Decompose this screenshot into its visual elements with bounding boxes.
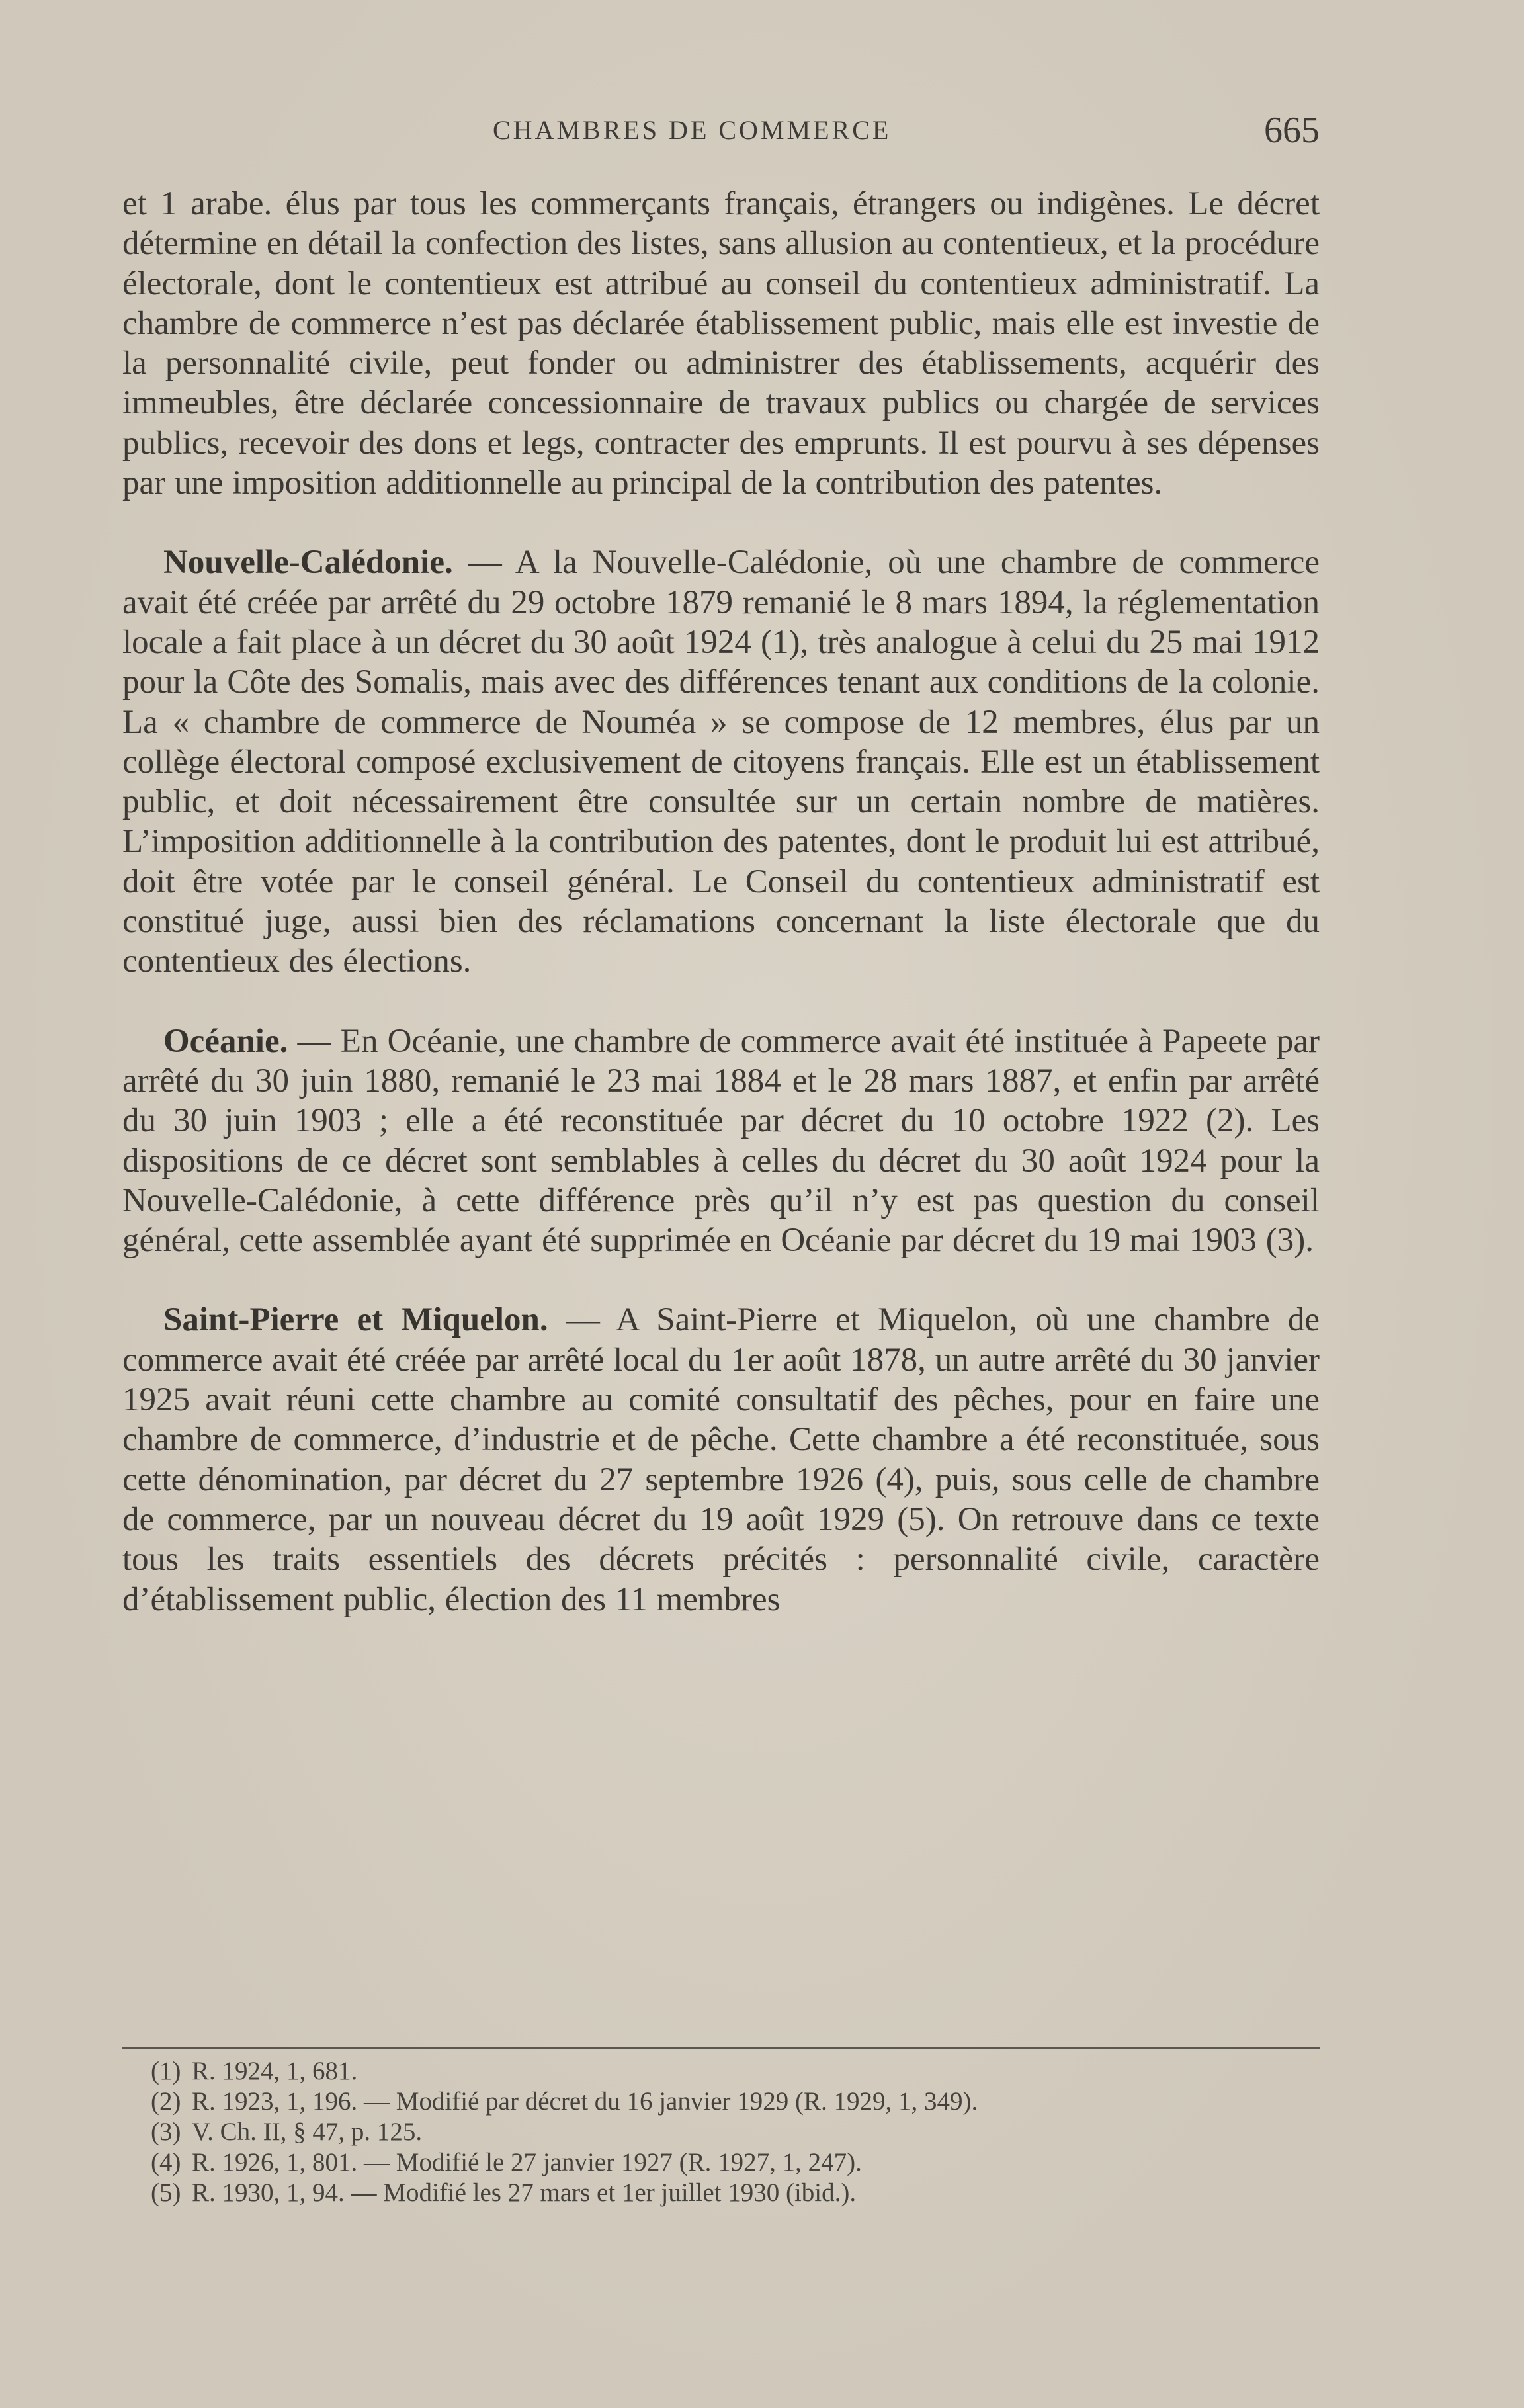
- section-title-oceanie: Océanie.: [163, 1022, 288, 1060]
- footnote: [151, 2178, 1328, 2208]
- paragraph-text: — En Océanie, une chambre de commerce avait été instituée à Papeete par arrêté du 30 juin 1880, remanié le 23 mai 1884 et le 28 mars 1887, et enfin par arrêté du 30 juin 1903 ; elle a été reconstituée par décret du 10 octobre 1922 (2). Les dispositions de ce décret sont semblables à celles du décret du 30 août 1924 pour la Nouvelle-Calédonie, à cette différence près qu’il n’y est pas question du conseil général, cette assemblée ayant été supprimée en Océanie par décret du 19 mai 1903 (3).: [122, 1022, 1320, 1260]
- footnote-text: V. Ch. II, § 47, p. 125.: [192, 2118, 423, 2146]
- page-header: [122, 109, 1320, 155]
- body-text: [122, 184, 1320, 1619]
- footnote-number: (4): [151, 2148, 181, 2176]
- page-number: 665: [1264, 110, 1320, 151]
- footnote-text: R. 1924, 1, 681.: [192, 2057, 358, 2085]
- footnote: [151, 2147, 1328, 2178]
- footnote-number: (1): [151, 2057, 181, 2085]
- footnote-text: R. 1930, 1, 94. — Modifié les 27 mars et 1er juillet 1930 (ibid.).: [192, 2178, 857, 2207]
- paragraph-text: — A la Nouvelle-Calédonie, où une chambre de commerce avait été créée par arrêté du 29 octobre 1879 remanié le 8 mars 1894, la réglementation locale a fait place à un décret du 30 août 1924 (1), très analogue à celui du 25 mai 1912 pour la Côte des Somalis, mais avec des différences tenant aux conditions de la colonie. La « chambre de commerce de Nouméa » se compose de 12 membres, élus par un collège électoral composé exclusivement de citoyens français. Elle est un établissement public, et doit nécessairement être consultée sur un certain nombre de matières. L’imposition additionnelle à la contribution des patentes, dont le produit lui est attribué, doit être votée par le conseil général. Le Conseil du contentieux administratif est constitué juge, aussi bien des réclamations concernant la liste électorale que du contentieux des élections.: [122, 544, 1320, 980]
- paragraph-continuation: [122, 184, 1320, 503]
- footnote: [151, 2117, 1328, 2147]
- section-title-nouvelle-caledonie: Nouvelle-Calédonie.: [163, 544, 453, 581]
- paragraph-text: et 1 arabe. élus par tous les commerçants français, étrangers ou indigènes. Le décret détermine en détail la confection des listes, sans allusion au contentieux, et la procédure électorale, dont le contentieux est attribué au conseil du contentieux administratif. La chambre de commerce n’est pas déclarée établissement public, mais elle est investie de la personnalité civile, peut fonder ou administrer des établissements, acquérir des immeubles, être déclarée concessionnaire de travaux publics ou chargée de services publics, recevoir des dons et legs, contracter des emprunts. Il est pourvu à ses dépenses par une imposition additionnelle au principal de la contribution des patentes.: [122, 185, 1320, 502]
- footnote: [151, 2086, 1328, 2117]
- paragraph-nouvelle-caledonie: [122, 542, 1320, 981]
- footnote-number: (5): [151, 2178, 181, 2207]
- paragraph-oceanie: [122, 1021, 1320, 1261]
- footnote-text: R. 1926, 1, 801. — Modifié le 27 janvier 1927 (R. 1927, 1, 247).: [192, 2148, 862, 2176]
- paragraph-text: — A Saint-Pierre et Miquelon, où une chambre de commerce avait été créée par arrêté local du 1er août 1878, un autre arrêté du 30 janvier 1925 avait réuni cette chambre au comité consultatif des pêches, pour en faire une chambre de commerce, d’industrie et de pêche. Cette chambre a été reconstituée, sous cette dénomination, par décret du 27 septembre 1926 (4), puis, sous celle de chambre de commerce, par un nouveau décret du 19 août 1929 (5). On retrouve dans ce texte tous les traits essentiels des décrets précités : personnalité civile, caractère d’établissement public, élection des 11 membres: [122, 1301, 1320, 1618]
- footnote-divider: [122, 2047, 1320, 2049]
- footnote-number: (3): [151, 2118, 181, 2146]
- section-title-saint-pierre-miquelon: Saint-Pierre et Miquelon.: [163, 1301, 548, 1339]
- footnote: [151, 2056, 1328, 2086]
- paragraph-saint-pierre-miquelon: [122, 1300, 1320, 1619]
- footnote-text: R. 1923, 1, 196. — Modifié par décret du 16 janvier 1929 (R. 1929, 1, 349).: [192, 2087, 978, 2116]
- running-head: CHAMBRES DE COMMERCE: [493, 115, 892, 145]
- footnotes: [151, 2056, 1328, 2208]
- footnote-number: (2): [151, 2087, 181, 2116]
